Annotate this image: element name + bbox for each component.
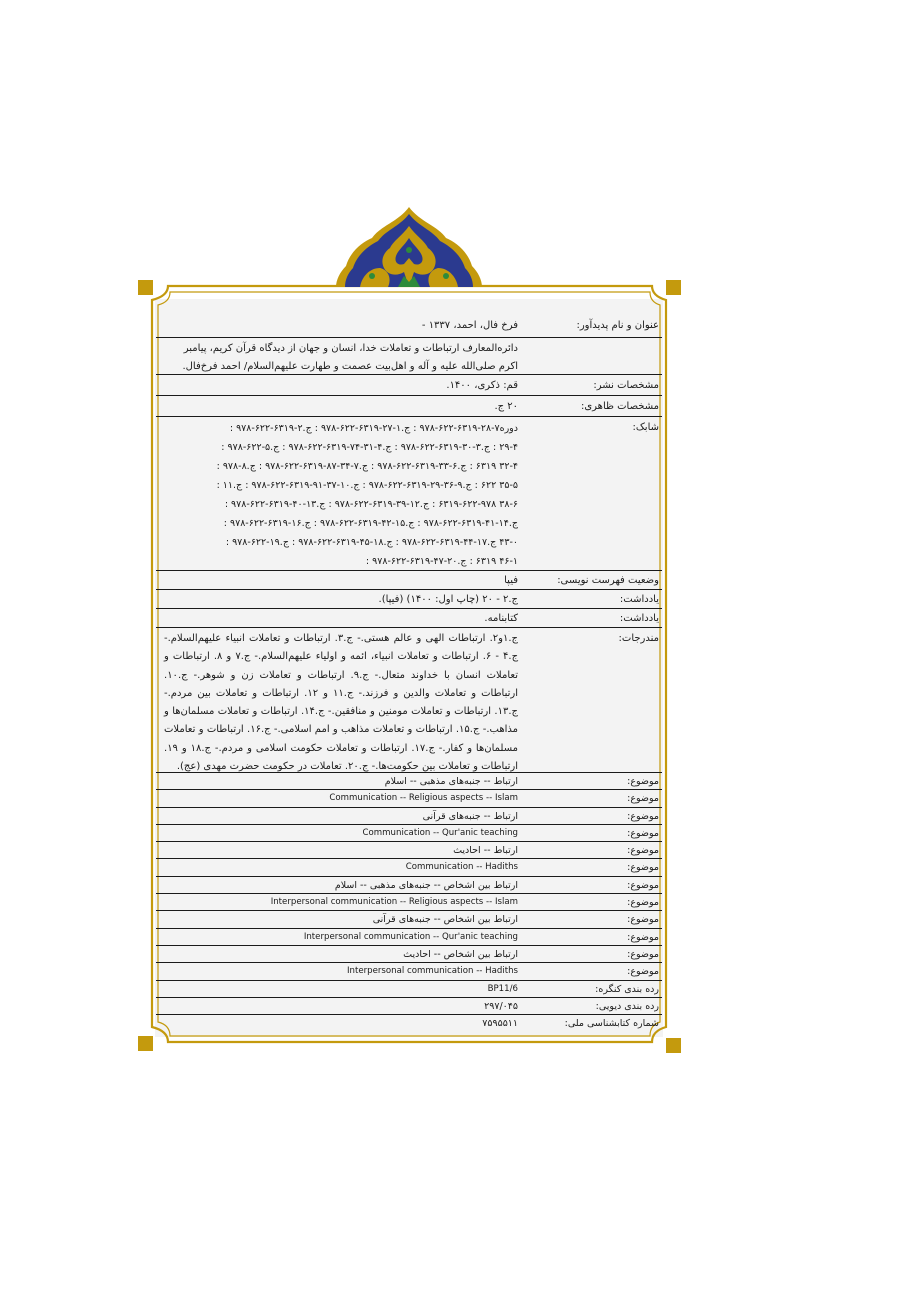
subject-value: ارتباط بین اشخاص -- جنبه‌های قرآنی — [372, 914, 518, 926]
subject-row — [156, 808, 662, 825]
subject-value: Interpersonal communication -- Religious aspects -- Islam — [270, 897, 518, 908]
subject-label: موضوع: — [627, 827, 659, 839]
subject-row — [156, 894, 662, 911]
publication-value: قم: ذکری، ۱۴۰۰. — [446, 380, 518, 391]
cataloging-status-value: فیپا — [504, 575, 518, 586]
note-row — [156, 609, 662, 628]
isbn-line: ۴۶-۱ ۶۳۱۹ : ج.۲۰-۴۷-۶۳۱۹-۶۲۲-۹۷۸ : — [365, 556, 518, 567]
contents-value: ج.۱و۲. ارتباطات الهی و عالم هستی.- ج.۳. ارتباطات و تعاملات انبیاء علیهم‌السلام.- ج.۴ - ۶. ارتباطات و تعاملات انبیاء، ائمه و اولیاء علیهم‌السلام.- ج.۷ و ۸. ارتباطات و تعاملات انسان با خداوند متعال.- ج.۹. ارتباطات و تعاملات زن و شوهر.- ج.۱۰. ارتباطات و تعاملات والدین و فرزند.- ج.۱۱ و ۱۲. ارتباطات و تعاملات بین مردم.- ج.۱۳. ارتباطات و تعاملات مومنین و منافقین.- ج.۱۴. ارتباطات و تعاملات مسلمان‌ها و مذاهب.- ج.۱۵. ارتباطات و تعاملات مذاهب و امم اسلامی.- ج.۱۶. ارتباطات و تعاملات مسلمان‌ها و کفار.- ج.۱۷. ارتباطات و تعاملات حکومت اسلامی و مردم.- ج.۱۸ و ۱۹. ارتباطات و تعاملات بین حکومت‌ها.- ج.۲۰. تعاملات در حکومت حضرت مهدی (عج). — [164, 633, 519, 773]
subject-label: موضوع: — [627, 845, 659, 857]
physical-row — [156, 396, 662, 417]
subject-label: موضوع: — [627, 810, 659, 822]
congress-class-row — [156, 981, 662, 998]
publication-label: مشخصات نشر: — [593, 380, 659, 391]
isbn-line: ۳۸-۶ ۶۳۱۹-۶۲۲-۹۷۸ : ج.۱۲-۳۹-۶۳۱۹-۶۲۲-۹۷۸ : ج.۱۳-۴۰-۶۳۱۹-۶۲۲-۹۷۸ : — [224, 499, 518, 510]
subject-value: ارتباط -- جنبه‌های مذهبی -- اسلام — [384, 776, 518, 787]
subject-label: موضوع: — [627, 879, 659, 891]
subject-label: موضوع: — [627, 914, 659, 926]
isbn-value — [156, 419, 518, 570]
author-row — [156, 313, 662, 338]
corner-square-icon — [666, 1038, 681, 1053]
subject-label: موضوع: — [627, 862, 659, 874]
title-row — [156, 338, 662, 375]
subject-row — [156, 859, 662, 876]
subject-value: Interpersonal communication -- Qur'anic teaching — [303, 931, 518, 942]
title-value: دائره‌المعارف ارتباطات و تعاملات خدا، انسان و جهان از دیدگاه قرآن کریم، پیامبر اکرم صلی‌الله علیه و آله و اهل‌بیت عصمت و طهارت علیهم‌السلام/ احمد فرخ‌فال. — [182, 343, 518, 373]
isbn-line: ۳۲-۴ ۶۳۱۹ : ج.۶-۳۳-۶۳۱۹-۶۲۲-۹۷۸ : ج.۷-۳۴-۸۷-۶۳۱۹-۶۲۲-۹۷۸ : ج.۸-۹۷۸ : — [216, 461, 518, 472]
title-label — [518, 340, 662, 374]
subject-row — [156, 790, 662, 807]
cataloging-status-row — [156, 571, 662, 590]
congress-class-value: BP11/6 — [487, 983, 518, 994]
catalog-record-table — [156, 313, 662, 1032]
publication-row — [156, 375, 662, 396]
subject-value: ارتباط -- احادیث — [453, 845, 518, 857]
author-label: عنوان و نام پدیدآور: — [576, 320, 659, 331]
subject-row — [156, 825, 662, 842]
subject-value: Communication -- Qur'anic teaching — [362, 827, 518, 838]
subject-value: ارتباط -- جنبه‌های قرآنی — [422, 810, 518, 822]
subject-label: موضوع: — [627, 931, 659, 943]
dewey-class-value: ۲۹۷/۰۴۵ — [484, 1000, 518, 1012]
subject-value: Communication -- Religious aspects -- Islam — [329, 793, 518, 804]
isbn-line: دوره۷-۲۸-۶۳۱۹-۶۲۲-۹۷۸ : ج.۱-۲۷-۶۳۱۹-۶۲۲-۹۷۸ : ج.۲-۶۳۱۹-۶۲۲-۹۷۸ : — [229, 423, 518, 434]
subject-value: Communication -- Hadiths — [405, 862, 518, 873]
physical-value: ۲۰ ج. — [494, 401, 518, 412]
subject-label: موضوع: — [627, 776, 659, 787]
subject-row — [156, 963, 662, 980]
subject-row — [156, 929, 662, 946]
isbn-row — [156, 417, 662, 571]
subject-value: ارتباط بین اشخاص -- احادیث — [403, 948, 518, 960]
isbn-line: ج.۱۴-۴۱-۶۳۱۹-۶۲۲-۹۷۸ : ج.۱۵-۴۲-۶۳۱۹-۶۲۲-۹۷۸ : ج.۱۶-۶۳۱۹-۶۲۲-۹۷۸ : — [223, 518, 518, 529]
subject-row — [156, 773, 662, 790]
cataloging-status-label: وضعیت فهرست نویسی: — [557, 575, 659, 586]
isbn-line: ۲۹-۴ : ج.۳-۳۰-۶۳۱۹-۶۲۲-۹۷۸ : ج.۴-۳۱-۷۴-۶۳۱۹-۶۲۲-۹۷۸ : ج.۵-۶۲۲-۹۷۸ : — [221, 442, 518, 453]
subject-row — [156, 946, 662, 963]
isbn-line: ۴۳-۰ ج.۱۷-۴۴-۶۳۱۹-۶۲۲-۹۷۸ : ج.۱۸-۴۵-۶۳۱۹-۶۲۲-۹۷۸ : ج.۱۹-۶۲۲-۹۷۸ : — [225, 537, 518, 548]
arabesque-crown-ornament-icon — [336, 207, 482, 287]
note-label: یادداشت: — [619, 594, 659, 605]
isbn-label: شابک: — [632, 422, 659, 433]
contents-label: مندرجات: — [618, 633, 659, 644]
national-number-label: شماره کتابشناسی ملی: — [564, 1018, 659, 1030]
subject-label: موضوع: — [627, 793, 659, 805]
corner-square-icon — [138, 1036, 153, 1051]
isbn-line: ۳۵-۵ ۶۲۲ : ج.۹-۳۶-۲۹-۶۳۱۹-۶۲۲-۹۷۸ : ج.۱۰-۳۷-۹۱-۶۳۱۹-۶۲۲-۹۷۸ : ج.۱۱ : — [216, 480, 518, 491]
dewey-class-row — [156, 998, 662, 1015]
national-number-value: ۷۵۹۵۵۱۱ — [482, 1018, 518, 1030]
note-label: یادداشت: — [619, 613, 659, 624]
physical-label: مشخصات ظاهری: — [580, 401, 659, 412]
congress-class-label: رده بندی کنگره: — [595, 983, 659, 995]
subject-label: موضوع: — [627, 966, 659, 978]
contents-row — [156, 628, 662, 773]
subject-row — [156, 842, 662, 859]
dewey-class-label: رده بندی دیویی: — [595, 1000, 659, 1012]
note-row — [156, 590, 662, 609]
subject-value: ارتباط بین اشخاص -- جنبه‌های مذهبی -- اسلام — [334, 879, 518, 891]
subject-row — [156, 877, 662, 894]
subject-value: Interpersonal communication -- Hadiths — [346, 966, 518, 977]
subject-label: موضوع: — [627, 897, 659, 909]
national-number-row — [156, 1015, 662, 1032]
corner-square-icon — [138, 280, 153, 295]
subject-row — [156, 911, 662, 928]
corner-square-icon — [666, 280, 681, 295]
subject-label: موضوع: — [627, 948, 659, 960]
author-value: فرخ فال، احمد، ۱۳۳۷ - — [421, 320, 518, 331]
note-value: ج.۲ - ۲۰ (چاپ اول: ۱۴۰۰) (فیپا). — [378, 594, 518, 605]
note-value: کتابنامه. — [484, 613, 518, 624]
